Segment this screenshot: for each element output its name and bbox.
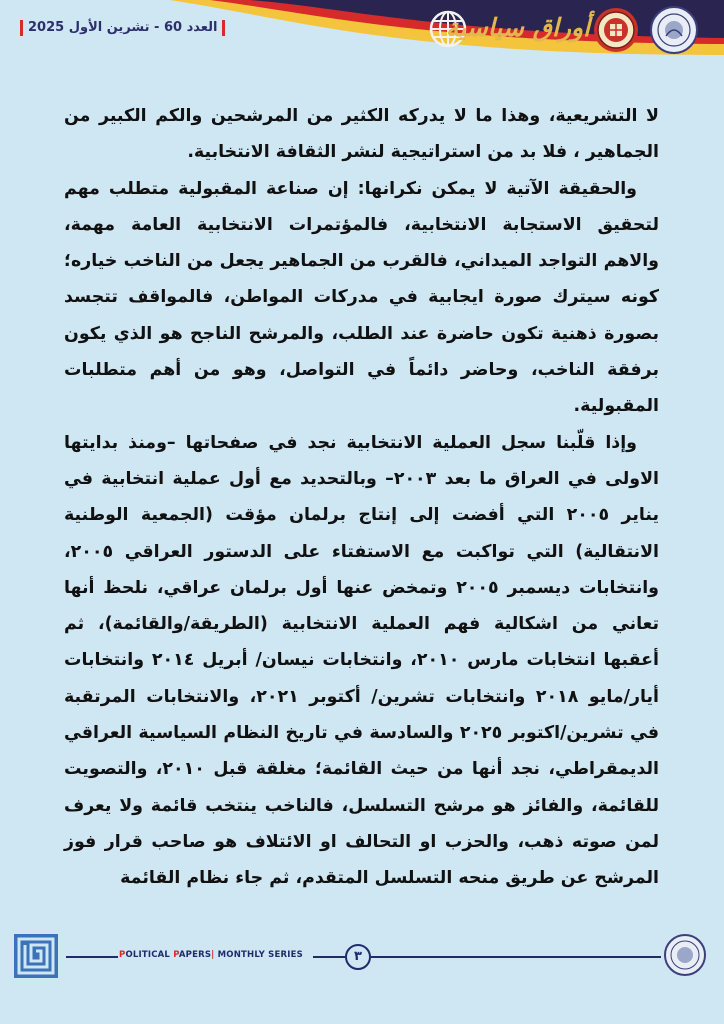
footer-university-seal xyxy=(664,934,706,976)
magazine-logo: أوراق سياسية xyxy=(445,13,590,42)
paragraph-1: لا التشريعية، وهذا ما لا يدركه الكثير من المرشحين والكم الكبير من الجماهير ، فلا بد من استراتيجية لنشر الثقافة الانتخابية. xyxy=(64,106,659,163)
issue-label: العدد 60 - تشرين الأول 2025 xyxy=(20,20,225,36)
kufic-logo-icon xyxy=(14,934,58,978)
paragraph-3: وإذا قلّبنا سجل العملية الانتخابية نجد في صفحاتها –ومنذ بدايتها الاولى في العراق ما بعد ٢٠٠٣– وبالتحديد مع أول عملية انتخابية في يناير ٢٠٠٥ التي أفضت إلى إنتاج برلمان مؤقت (الجمعية الوطنية الانتقالية) التي تواكبت مع الاستفتاء على الدستور العراقي ٢٠٠٥، وانتخابات ديسمبر ٢٠٠٥ وتمخض عنها أول برلمان عراقي، نلحظ أنها تعاني من اشكالية فهم العملية الانتخابية (الطريقة/والقائمة)، ثم أعقبها انتخابات مارس ٢٠١٠، وانتخابات نيسان/ أبريل ٢٠١٤ وانتخابات أيار/مايو ٢٠١٨ وانتخابات تشرين/ أكتوبر ٢٠٢١، والانتخابات المرتقبة في تشرين/اكتوبر ٢٠٢٥ والسادسة في تاريخ النظام السياسية العراقي الديمقراطي، نجد أنها من حيث القائمة؛ مغلقة قبل ٢٠١٠، والتصويت للقائمة، والفائز هو مرشح التسلسل، فالناخب ينتخب قائمة ولا يعرف لمن صوته ذهب، والحزب او التحالف او الائتلاف هو صاحب قرار فوز المرشح عن طريق منحه التسلسل المتقدم، ثم جاء نظام القائمة xyxy=(64,432,660,889)
university-seal xyxy=(650,6,698,54)
center-seal xyxy=(593,7,639,53)
article-body xyxy=(64,98,659,897)
page-header xyxy=(0,0,724,72)
page-number: ٣ xyxy=(345,944,371,970)
paragraph-2: والحقيقة الآتية لا يمكن نكرانها: إن صناعة المقبولية متطلب مهم لتحقيق الاستجابة الانتخابية، فالمؤتمرات الانتخابية العامة مهمة، والاهم التواجد الميداني، فالقرب من الجماهير يجعل من الناخب خياره؛ كونه سيترك صورة ايجابية في مدركات المواطن، فالمواقف تتجسد بصورة ذهنية تكون حاضرة عند الطلب، والمرشح الناجح هو الذي يكون برفقة الناخب، وحاضر دائماً في التواصل، وهو من أهم متطلبات المقبولية. xyxy=(64,178,659,417)
series-label: POLITICAL PAPERS| MONTHLY SERIES xyxy=(119,950,303,960)
footer-rule-mid xyxy=(313,956,345,958)
footer-rule-right xyxy=(371,956,661,958)
footer-rule-left xyxy=(66,956,118,958)
